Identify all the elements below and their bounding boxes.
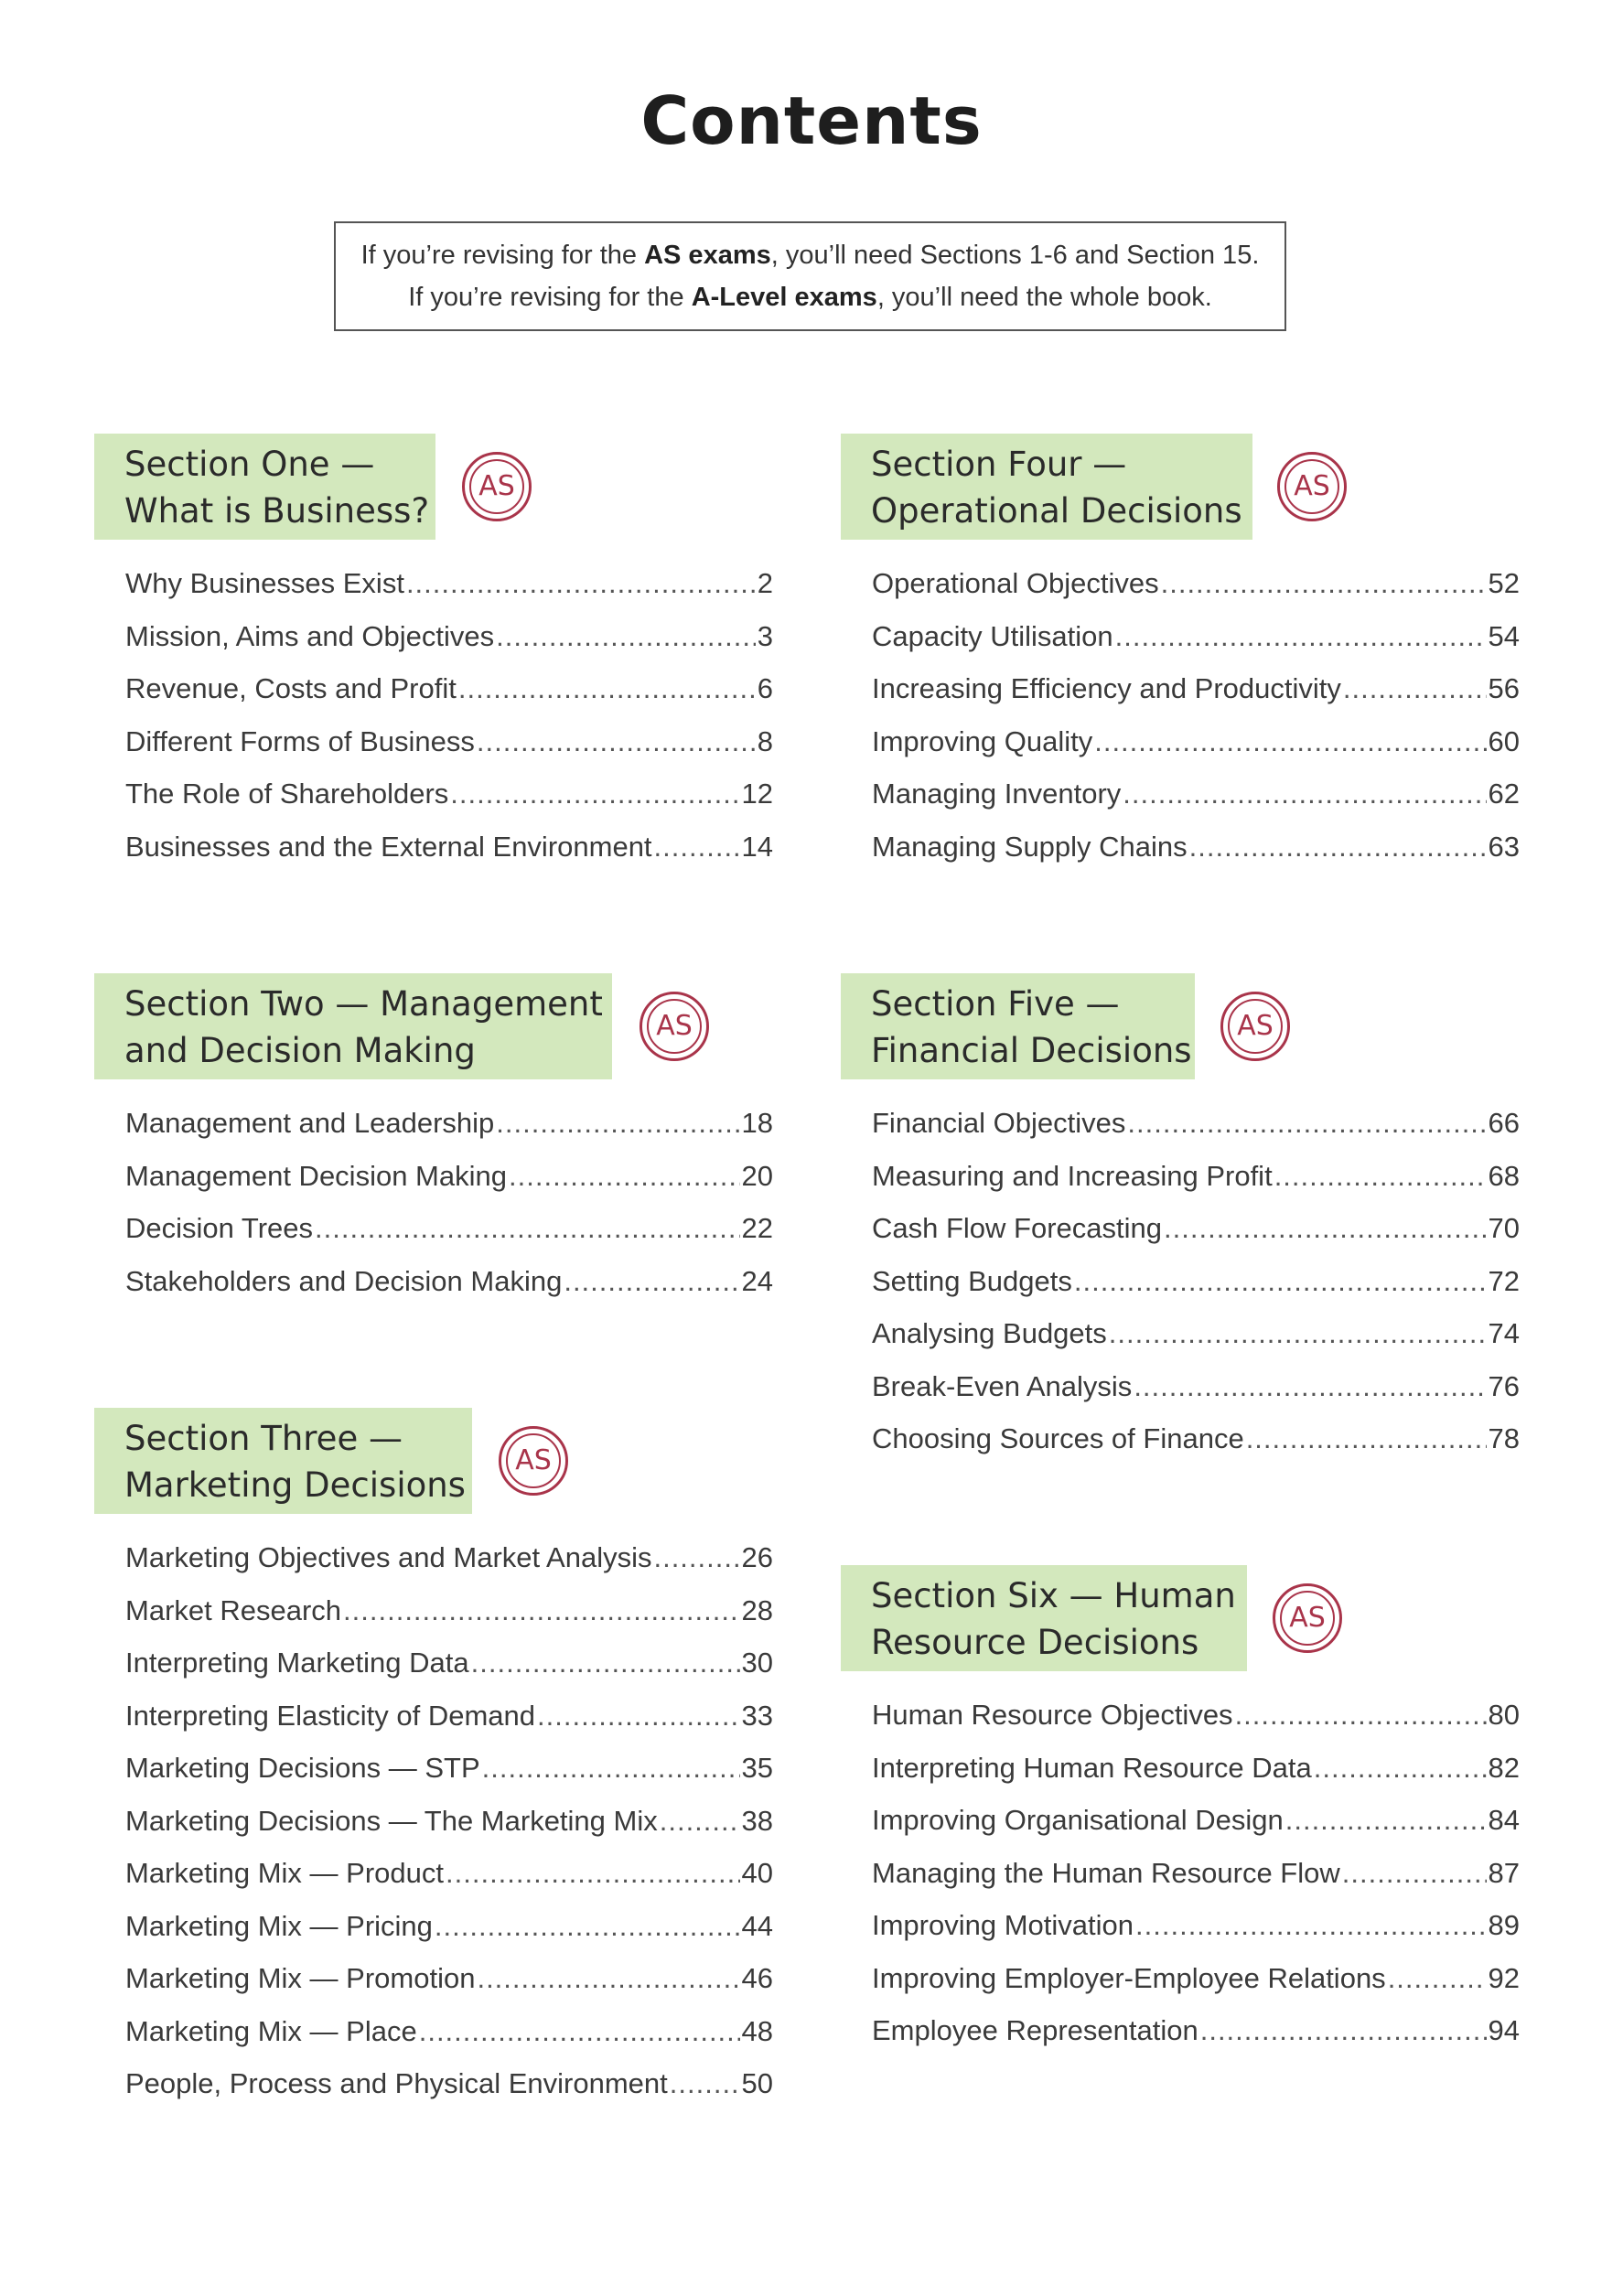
toc-entry-page: 54 bbox=[1488, 619, 1520, 652]
section-five bbox=[841, 973, 1520, 1454]
toc-entry-page: 6 bbox=[757, 672, 773, 704]
toc-entry-page: 74 bbox=[1488, 1317, 1520, 1349]
toc-entry[interactable] bbox=[872, 1899, 1520, 1952]
toc-entry-page: 94 bbox=[1488, 2014, 1520, 2046]
toc-entry-title: Marketing Decisions — STP bbox=[125, 1752, 480, 1784]
toc-entry[interactable] bbox=[125, 1531, 773, 1584]
dot-leader bbox=[564, 1255, 739, 1308]
dot-leader bbox=[1246, 1412, 1487, 1465]
toc-entry-title: Different Forms of Business bbox=[125, 724, 475, 757]
toc-entry-title: Improving Quality bbox=[872, 724, 1093, 757]
toc-entry[interactable] bbox=[872, 1952, 1520, 2005]
toc-entry[interactable] bbox=[872, 1689, 1520, 1742]
toc-entry-title: Increasing Efficiency and Productivity bbox=[872, 672, 1341, 704]
as-badge-label: AS bbox=[1289, 1602, 1326, 1634]
dot-leader bbox=[343, 1584, 739, 1637]
toc-entry[interactable] bbox=[872, 1097, 1520, 1150]
toc-entry[interactable] bbox=[125, 1795, 773, 1848]
toc-entry-page: 22 bbox=[741, 1212, 773, 1244]
toc-entry-title: Improving Employer-Employee Relations bbox=[872, 1961, 1386, 1994]
section-header: Section Six — Human Resource Decisions bbox=[841, 1565, 1247, 1671]
toc-entry[interactable] bbox=[125, 715, 773, 768]
toc-entry-page: 68 bbox=[1488, 1159, 1520, 1192]
as-badge-label: AS bbox=[1294, 470, 1330, 502]
toc-entry[interactable] bbox=[125, 1097, 773, 1150]
toc-entry-page: 46 bbox=[741, 1962, 773, 1994]
toc-entry-page: 80 bbox=[1488, 1699, 1520, 1731]
dot-leader bbox=[1123, 767, 1486, 821]
toc-entry-title: Marketing Mix — Place bbox=[125, 2014, 417, 2047]
dot-leader bbox=[670, 2057, 740, 2110]
toc-entry[interactable] bbox=[125, 1584, 773, 1637]
dot-leader bbox=[458, 662, 756, 715]
toc-entry-title: Marketing Mix — Promotion bbox=[125, 1962, 476, 1994]
toc-entry-title: Marketing Mix — Pricing bbox=[125, 1909, 433, 1942]
as-badge-label: AS bbox=[478, 470, 515, 502]
notice-line-as: If you’re revising for the AS exams, you’ll need Sections 1-6 and Section 15. bbox=[360, 241, 1260, 270]
toc-entry-title: Market Research bbox=[125, 1593, 342, 1626]
toc-entry-page: 48 bbox=[741, 2014, 773, 2047]
dot-leader bbox=[406, 557, 756, 610]
toc-entry-page: 78 bbox=[1488, 1422, 1520, 1454]
toc-entry-title: Improving Organisational Design bbox=[872, 1804, 1284, 1836]
dot-leader bbox=[496, 610, 756, 663]
toc-entry-page: 92 bbox=[1488, 1961, 1520, 1994]
dot-leader bbox=[1115, 610, 1487, 663]
toc-entry[interactable] bbox=[872, 1742, 1520, 1795]
toc-entry-title: People, Process and Physical Environment bbox=[125, 2067, 668, 2099]
dot-leader bbox=[660, 1795, 740, 1848]
toc-entry-page: 18 bbox=[741, 1107, 773, 1139]
toc-entry-page: 63 bbox=[1488, 830, 1520, 863]
toc-entry[interactable] bbox=[125, 1202, 773, 1255]
dot-leader bbox=[1164, 1202, 1487, 1255]
dot-leader bbox=[1274, 1150, 1487, 1203]
toc-entry-title: Decision Trees bbox=[125, 1212, 314, 1244]
dot-leader bbox=[477, 1952, 739, 2005]
toc-list bbox=[872, 557, 1520, 873]
toc-entry-title: Setting Budgets bbox=[872, 1264, 1072, 1297]
toc-entry-page: 35 bbox=[741, 1752, 773, 1784]
toc-entry[interactable] bbox=[125, 610, 773, 663]
toc-entry-page: 24 bbox=[741, 1264, 773, 1297]
toc-entry[interactable] bbox=[125, 662, 773, 715]
dot-leader bbox=[654, 821, 740, 874]
dot-leader bbox=[1285, 1794, 1487, 1847]
section-three bbox=[94, 1408, 773, 2099]
toc-entry[interactable] bbox=[125, 821, 773, 874]
toc-entry[interactable] bbox=[872, 610, 1520, 663]
dot-leader bbox=[1342, 1847, 1487, 1900]
toc-entry[interactable] bbox=[872, 821, 1520, 874]
toc-entry[interactable] bbox=[125, 1255, 773, 1308]
dot-leader bbox=[1074, 1255, 1487, 1308]
toc-entry-page: 28 bbox=[741, 1593, 773, 1626]
toc-entry-page: 20 bbox=[741, 1159, 773, 1192]
dot-leader bbox=[482, 1742, 740, 1795]
toc-list bbox=[125, 557, 773, 873]
as-badge bbox=[1273, 1583, 1342, 1653]
toc-entry-title: Managing Inventory bbox=[872, 778, 1122, 810]
toc-entry-page: 33 bbox=[741, 1699, 773, 1732]
as-badge-label: AS bbox=[656, 1010, 693, 1042]
toc-entry-title: Interpreting Human Resource Data bbox=[872, 1751, 1312, 1784]
toc-entry-title: Measuring and Increasing Profit bbox=[872, 1159, 1273, 1192]
toc-entry-title: Revenue, Costs and Profit bbox=[125, 672, 457, 704]
toc-entry-page: 76 bbox=[1488, 1369, 1520, 1402]
toc-entry-page: 26 bbox=[741, 1541, 773, 1573]
as-badge bbox=[1220, 992, 1290, 1061]
toc-entry-page: 12 bbox=[741, 778, 773, 810]
section-header: Section One — What is Business? bbox=[94, 434, 435, 540]
dot-leader bbox=[1109, 1307, 1487, 1360]
toc-entry-title: Analysing Budgets bbox=[872, 1317, 1107, 1349]
section-header: Section Two — Management and Decision Making bbox=[94, 973, 612, 1079]
dot-leader bbox=[1343, 662, 1487, 715]
toc-entry[interactable] bbox=[125, 557, 773, 610]
section-four bbox=[841, 434, 1520, 863]
toc-entry-page: 50 bbox=[741, 2067, 773, 2099]
toc-entry-title: Marketing Objectives and Market Analysis bbox=[125, 1541, 652, 1573]
dot-leader bbox=[509, 1150, 740, 1203]
toc-entry-page: 84 bbox=[1488, 1804, 1520, 1836]
dot-leader bbox=[1161, 557, 1487, 610]
toc-entry-title: Management Decision Making bbox=[125, 1159, 507, 1192]
as-badge bbox=[499, 1426, 568, 1496]
toc-entry-page: 40 bbox=[741, 1857, 773, 1889]
toc-entry[interactable] bbox=[872, 1202, 1520, 1255]
toc-entry-page: 8 bbox=[757, 724, 773, 757]
toc-entry-title: Human Resource Objectives bbox=[872, 1699, 1233, 1731]
toc-entry-title: Managing the Human Resource Flow bbox=[872, 1856, 1340, 1889]
dot-leader bbox=[1189, 821, 1487, 874]
toc-entry[interactable] bbox=[872, 1360, 1520, 1413]
toc-entry-title: Cash Flow Forecasting bbox=[872, 1212, 1163, 1244]
toc-entry[interactable] bbox=[872, 1307, 1520, 1360]
toc-list bbox=[125, 1097, 773, 1307]
dot-leader bbox=[435, 1900, 740, 1953]
exam-notice-box bbox=[334, 221, 1286, 331]
toc-entry-title: Financial Objectives bbox=[872, 1107, 1126, 1139]
toc-entry-title: Operational Objectives bbox=[872, 567, 1159, 599]
dot-leader bbox=[1094, 715, 1486, 768]
toc-entry-page: 87 bbox=[1488, 1856, 1520, 1889]
toc-entry-title: Why Businesses Exist bbox=[125, 567, 404, 599]
dot-leader bbox=[1134, 1360, 1486, 1413]
toc-entry[interactable] bbox=[872, 1255, 1520, 1308]
toc-entry-title: Improving Motivation bbox=[872, 1909, 1134, 1941]
toc-entry[interactable] bbox=[125, 1690, 773, 1743]
toc-entry[interactable] bbox=[125, 1847, 773, 1900]
dot-leader bbox=[1388, 1952, 1487, 2005]
toc-entry-title: Interpreting Elasticity of Demand bbox=[125, 1699, 535, 1732]
toc-entry-title: Choosing Sources of Finance bbox=[872, 1422, 1244, 1454]
toc-entry-title: Marketing Mix — Product bbox=[125, 1857, 444, 1889]
page-title: Contents bbox=[640, 82, 983, 159]
section-header: Section Three — Marketing Decisions bbox=[94, 1408, 472, 1514]
toc-entry-title: The Role of Shareholders bbox=[125, 778, 449, 810]
toc-entry-title: Interpreting Marketing Data bbox=[125, 1647, 469, 1679]
section-header: Section Five — Financial Decisions bbox=[841, 973, 1195, 1079]
toc-entry[interactable] bbox=[872, 2004, 1520, 2057]
toc-entry[interactable] bbox=[872, 557, 1520, 610]
toc-entry-title: Marketing Decisions — The Marketing Mix bbox=[125, 1804, 658, 1837]
toc-entry-page: 72 bbox=[1488, 1264, 1520, 1297]
as-badge-label: AS bbox=[515, 1444, 552, 1476]
toc-list bbox=[872, 1689, 1520, 2057]
dot-leader bbox=[446, 1847, 740, 1900]
toc-entry-page: 52 bbox=[1488, 567, 1520, 599]
dot-leader bbox=[1235, 1689, 1487, 1742]
toc-entry[interactable] bbox=[125, 767, 773, 821]
dot-leader bbox=[315, 1202, 739, 1255]
toc-entry[interactable] bbox=[872, 662, 1520, 715]
toc-entry-title: Management and Leadership bbox=[125, 1107, 495, 1139]
toc-entry-page: 3 bbox=[757, 619, 773, 652]
toc-entry-page: 62 bbox=[1488, 778, 1520, 810]
dot-leader bbox=[1135, 1899, 1487, 1952]
as-badge-label: AS bbox=[1237, 1010, 1274, 1042]
section-six bbox=[841, 1565, 1520, 2046]
toc-entry[interactable] bbox=[125, 1952, 773, 2005]
section-two bbox=[94, 973, 773, 1297]
dot-leader bbox=[537, 1690, 740, 1743]
toc-entry[interactable] bbox=[125, 2057, 773, 2110]
as-badge bbox=[462, 452, 532, 521]
as-badge bbox=[640, 992, 709, 1061]
toc-entry-page: 38 bbox=[741, 1804, 773, 1837]
section-header: Section Four — Operational Decisions bbox=[841, 434, 1252, 540]
toc-entry-title: Mission, Aims and Objectives bbox=[125, 619, 495, 652]
toc-entry-title: Stakeholders and Decision Making bbox=[125, 1264, 563, 1297]
toc-entry[interactable] bbox=[125, 1900, 773, 1953]
toc-entry-page: 2 bbox=[757, 567, 773, 599]
toc-entry-page: 30 bbox=[741, 1647, 773, 1679]
dot-leader bbox=[450, 767, 739, 821]
notice-line-a-level: If you’re revising for the A-Level exams, you’ll need the whole book. bbox=[408, 283, 1212, 312]
toc-entry[interactable] bbox=[872, 1794, 1520, 1847]
toc-entry[interactable] bbox=[125, 1742, 773, 1795]
toc-entry-page: 56 bbox=[1488, 672, 1520, 704]
toc-entry-page: 70 bbox=[1488, 1212, 1520, 1244]
dot-leader bbox=[1314, 1742, 1487, 1795]
toc-entry-page: 44 bbox=[741, 1909, 773, 1942]
toc-entry-title: Break-Even Analysis bbox=[872, 1369, 1133, 1402]
toc-list bbox=[872, 1097, 1520, 1465]
section-one bbox=[94, 434, 773, 863]
dot-leader bbox=[419, 2005, 740, 2058]
toc-entry[interactable] bbox=[125, 1636, 773, 1690]
toc-entry-page: 89 bbox=[1488, 1909, 1520, 1941]
toc-entry[interactable] bbox=[125, 1150, 773, 1203]
dot-leader bbox=[477, 715, 756, 768]
toc-entry-title: Businesses and the External Environment bbox=[125, 830, 652, 863]
dot-leader bbox=[1200, 2004, 1487, 2057]
toc-entry-page: 82 bbox=[1488, 1751, 1520, 1784]
dot-leader bbox=[653, 1531, 739, 1584]
toc-entry-title: Employee Representation bbox=[872, 2014, 1198, 2046]
toc-list bbox=[125, 1531, 773, 2110]
dot-leader bbox=[1127, 1097, 1486, 1150]
toc-entry[interactable] bbox=[872, 1150, 1520, 1203]
dot-leader bbox=[471, 1636, 740, 1690]
as-badge bbox=[1277, 452, 1347, 521]
toc-entry[interactable] bbox=[872, 767, 1520, 821]
toc-entry[interactable] bbox=[872, 715, 1520, 768]
toc-entry-page: 14 bbox=[741, 830, 773, 863]
toc-entry-page: 66 bbox=[1488, 1107, 1520, 1139]
toc-entry-page: 60 bbox=[1488, 724, 1520, 757]
toc-entry[interactable] bbox=[125, 2005, 773, 2058]
toc-entry-title: Capacity Utilisation bbox=[872, 619, 1113, 652]
dot-leader bbox=[496, 1097, 739, 1150]
toc-entry[interactable] bbox=[872, 1412, 1520, 1465]
toc-entry-title: Managing Supply Chains bbox=[872, 830, 1188, 863]
toc-entry[interactable] bbox=[872, 1847, 1520, 1900]
